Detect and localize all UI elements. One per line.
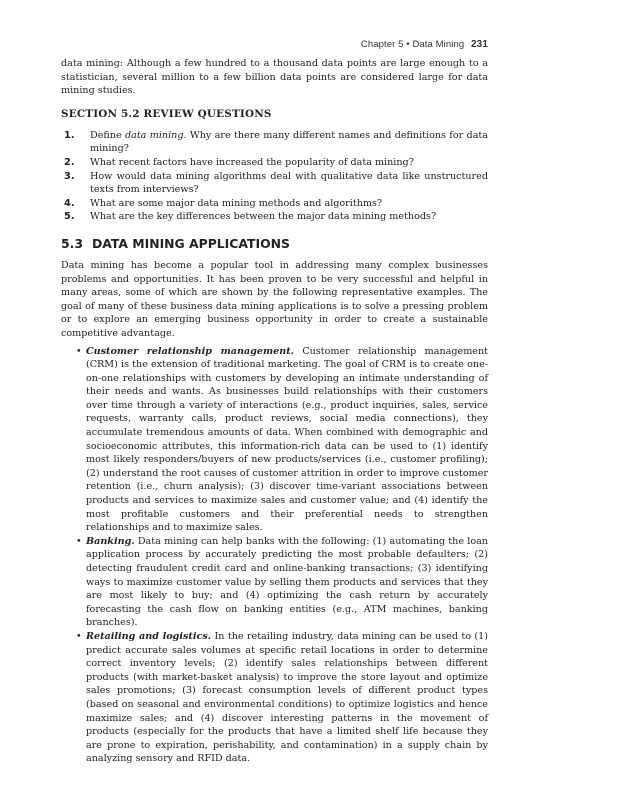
- chapter-title: Data Mining: [412, 39, 465, 50]
- review-question: 3. How would data mining algorithms deal with qualitative data like unstructured texts from interviews?: [64, 170, 488, 196]
- application-text: Customer relationship management (CRM) is the extension of traditional marketing. The goal of CRM is to create one-on-one relationships with customers by developing an intimate understanding of their needs and wants. As businesses build relationships with their customers over time through a variety of interactions (e.g., product inquiries, sales, service requests, warranty calls, product reviews, social media connections), they accumulate tremendous amounts of data. When combined with demographic and socioeconomic attributes, this information-rich data can be used to (1) identify most likely responders/buyers of new products/services (i.e., customer profiling); (2) understand the root causes of customer attrition in order to improve customer retention (i.e., churn analysis); (3) discover time-variant associations between products and services to maximize sales and customer value; and (4) identify the most profitable customers and their preferential needs to strengthen relationships and to maximize sales.: [86, 345, 489, 534]
- section-paragraph: Data mining has become a popular tool in addressing many complex businesses problems and opportunities. It has been proven to be very successful and helpful in many areas, some of which are shown by the following representative examples. The goal of many of these business data mining applications is to solve a pressing problem or to explore an emerging business opportunity in order to create a sustainable competitive advantage.: [61, 259, 488, 339]
- review-questions-heading: SECTION 5.2 REVIEW QUESTIONS: [61, 107, 272, 120]
- question-number: 3.: [64, 170, 75, 182]
- bullet-icon: •: [76, 345, 82, 357]
- review-question: 2. What recent factors have increased the popularity of data mining?: [64, 156, 414, 168]
- review-question: 4. What are some major data mining methods and algorithms?: [64, 197, 383, 209]
- header-separator: •: [406, 39, 410, 50]
- question-number: 4.: [64, 197, 75, 209]
- question-number: 5.: [64, 211, 75, 223]
- application-term: Banking.: [86, 535, 135, 547]
- application-item: [61, 345, 488, 535]
- review-question: 1. Define data mining. Why are there many different names and definitions for data mining?: [64, 129, 488, 155]
- application-item: [61, 535, 488, 630]
- question-number: 2.: [64, 156, 75, 168]
- bullet-icon: •: [76, 630, 82, 642]
- application-text: In the retailing industry, data mining can be used to (1) predict accurate sales volumes at specific retail locations in order to determine correct inventory levels; (2) identify sales relationships between different products (with market-basket analysis) to improve the store layout and optimize sales promotions; (3) forecast consumption levels of different product types (based on seasonal and environmental conditions) to optimize logistics and hence maximize sales; and (4) discover interesting patterns in the movement of products (especially for the products that have a limited shelf life because they are prone to expiration, perishability, and contamination) in a supply chain by analyzing sensory and RFID data.: [86, 630, 488, 765]
- question-number: 1.: [64, 129, 75, 141]
- section-number: 5.3: [61, 235, 83, 251]
- application-item: [61, 630, 488, 766]
- application-term: Retailing and logistics.: [86, 630, 212, 642]
- chapter-label: Chapter 5: [360, 39, 404, 50]
- intro-paragraph: data mining: Although a few hundred to a thousand data points are large enough to a statistician, several million to a few billion data points are considered large for data mining studies.: [61, 58, 488, 97]
- application-term: Customer relationship management.: [86, 345, 294, 357]
- page-content: [61, 57, 488, 766]
- review-question: 5. What are the key differences between the major data mining methods?: [64, 211, 437, 223]
- running-head: [361, 39, 488, 50]
- application-text: Data mining can help banks with the following: (1) automating the loan application process by accurately predicting the most probable defaulters; (2) detecting fraudulent credit card and online-banking transactions; (3) identifying ways to maximize customer value by selling them products and services that they are most likely to buy; and (4) optimizing the cash return by accurately forecasting the cash flow on banking entities (e.g., ATM machines, banking branches).: [86, 535, 488, 629]
- bullet-icon: •: [76, 535, 82, 547]
- section-heading: [61, 236, 488, 251]
- review-questions-list: [61, 129, 488, 224]
- page-number: 231: [471, 39, 488, 50]
- applications-list: [61, 345, 488, 766]
- section-title: DATA MINING APPLICATIONS: [91, 235, 290, 251]
